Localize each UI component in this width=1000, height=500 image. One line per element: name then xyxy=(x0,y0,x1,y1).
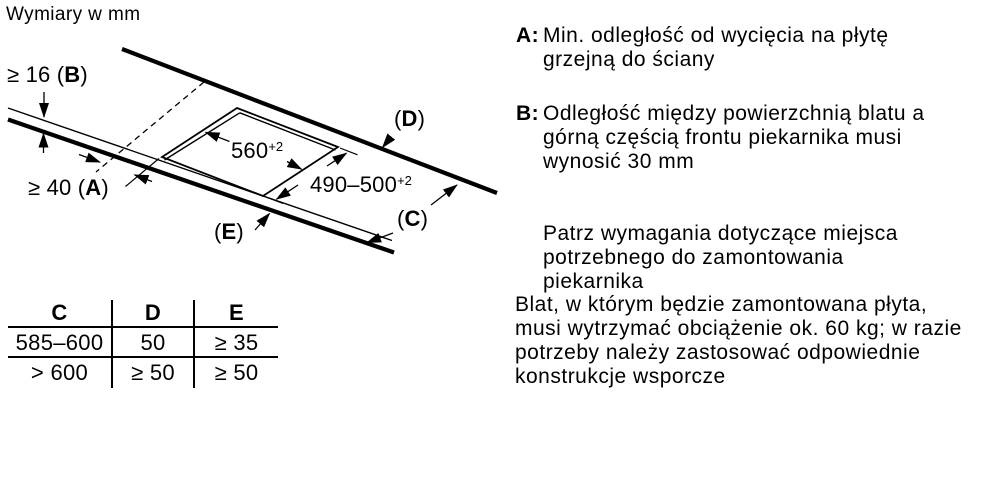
note-a-line: Min. odległość od wycięcia na płytę xyxy=(543,24,889,47)
note-see-line: potrzebnego do zamontowania xyxy=(543,246,844,269)
label-c-letter: C xyxy=(404,206,421,231)
page-title: Wymiary w mm xyxy=(6,4,141,25)
note-load-line: potrzeby należy zastosować odpowiednie xyxy=(515,341,921,364)
wall-distance-label-letter: A xyxy=(85,175,102,200)
note-see-line: Patrz wymagania dotyczące miejsca xyxy=(543,222,898,245)
table-header-e: E xyxy=(195,300,278,328)
note-load-line: Blat, w którym będzie zamontowana płyta, xyxy=(515,293,928,316)
thickness-label xyxy=(7,62,88,88)
note-a-line: grzejną do ściany xyxy=(543,48,715,71)
worktop-depth-arrow-top xyxy=(431,185,457,205)
note-see-line: piekarnika xyxy=(543,270,644,293)
label-d-post: ) xyxy=(417,106,426,131)
note-load-line: musi wytrzymać obciążenie ok. 60 kg; w razie xyxy=(515,317,962,340)
cutout-depth-label xyxy=(310,172,412,198)
cutout-depth-arrow-top xyxy=(327,153,347,166)
cutout-depth-value: 490–500 xyxy=(310,172,398,197)
label-e-arrow xyxy=(255,214,270,231)
cutout-width-label xyxy=(231,138,283,164)
table-cell-d1: 50 xyxy=(113,328,195,358)
wall-distance-label-post: ) xyxy=(101,175,109,200)
label-c xyxy=(397,206,428,232)
note-b xyxy=(516,102,986,174)
table-cell-e2: ≥ 50 xyxy=(214,360,259,385)
table-header-c: C xyxy=(8,300,113,328)
wall-reference-dashed-line xyxy=(96,82,204,172)
dimensions-table xyxy=(8,300,278,388)
note-b-text xyxy=(543,102,925,174)
label-d-letter: D xyxy=(401,106,418,131)
label-e-letter: E xyxy=(221,219,237,244)
note-a-label: A: xyxy=(516,24,540,47)
wall-distance-arrow-left xyxy=(79,155,100,163)
cutout-inner-edge-left xyxy=(165,113,240,160)
cutout-width-value: 560 xyxy=(231,138,269,163)
thickness-label-pre: ≥ 16 ( xyxy=(7,62,65,87)
cutout-depth-extension-top xyxy=(340,148,358,155)
thickness-label-letter: B xyxy=(64,62,81,87)
label-c-post: ) xyxy=(420,206,429,231)
note-b-line: górną częścią frontu piekarnika musi xyxy=(543,126,902,149)
cutout-width-tolerance: +2 xyxy=(268,139,284,154)
wall-distance-label xyxy=(28,175,109,201)
label-e-pre: ( xyxy=(214,219,222,244)
label-e xyxy=(214,219,244,245)
cutout-depth-arrow-bottom xyxy=(277,185,299,199)
note-b-line: wynosić 30 mm xyxy=(543,150,695,173)
label-d-pre: ( xyxy=(394,106,402,131)
label-d-arrow xyxy=(383,137,392,148)
label-c-pre: ( xyxy=(397,206,405,231)
note-a xyxy=(516,24,986,72)
note-see-requirements xyxy=(543,222,988,294)
note-load-capacity xyxy=(515,293,995,389)
cutout-depth-tolerance: +2 xyxy=(397,173,412,188)
cutout-depth-extension-bottom xyxy=(266,197,284,204)
wall-distance-arrow-right xyxy=(135,175,153,182)
note-b-line: Odległość między powierzchnią blatu a xyxy=(543,102,925,125)
note-b-label: B: xyxy=(516,102,540,125)
thickness-label-post: ) xyxy=(80,62,88,87)
wall-distance-label-pre: ≥ 40 ( xyxy=(28,175,86,200)
table-cell-c1: 585–600 xyxy=(8,328,113,358)
cutout-width-arrow-right xyxy=(287,162,302,170)
cutout-width-arrow-left xyxy=(206,132,230,141)
table-header-d: D xyxy=(113,300,195,328)
table-cell-d2: ≥ 50 xyxy=(113,358,195,388)
table-cell-e1: ≥ 35 xyxy=(195,328,278,358)
table-cell-c2: > 600 xyxy=(8,358,113,388)
worktop-depth-arrow-bottom xyxy=(367,233,393,243)
label-d xyxy=(394,106,425,132)
label-e-post: ) xyxy=(236,219,244,244)
note-load-line: konstrukcje wsporcze xyxy=(515,365,726,388)
note-a-text xyxy=(543,24,889,72)
